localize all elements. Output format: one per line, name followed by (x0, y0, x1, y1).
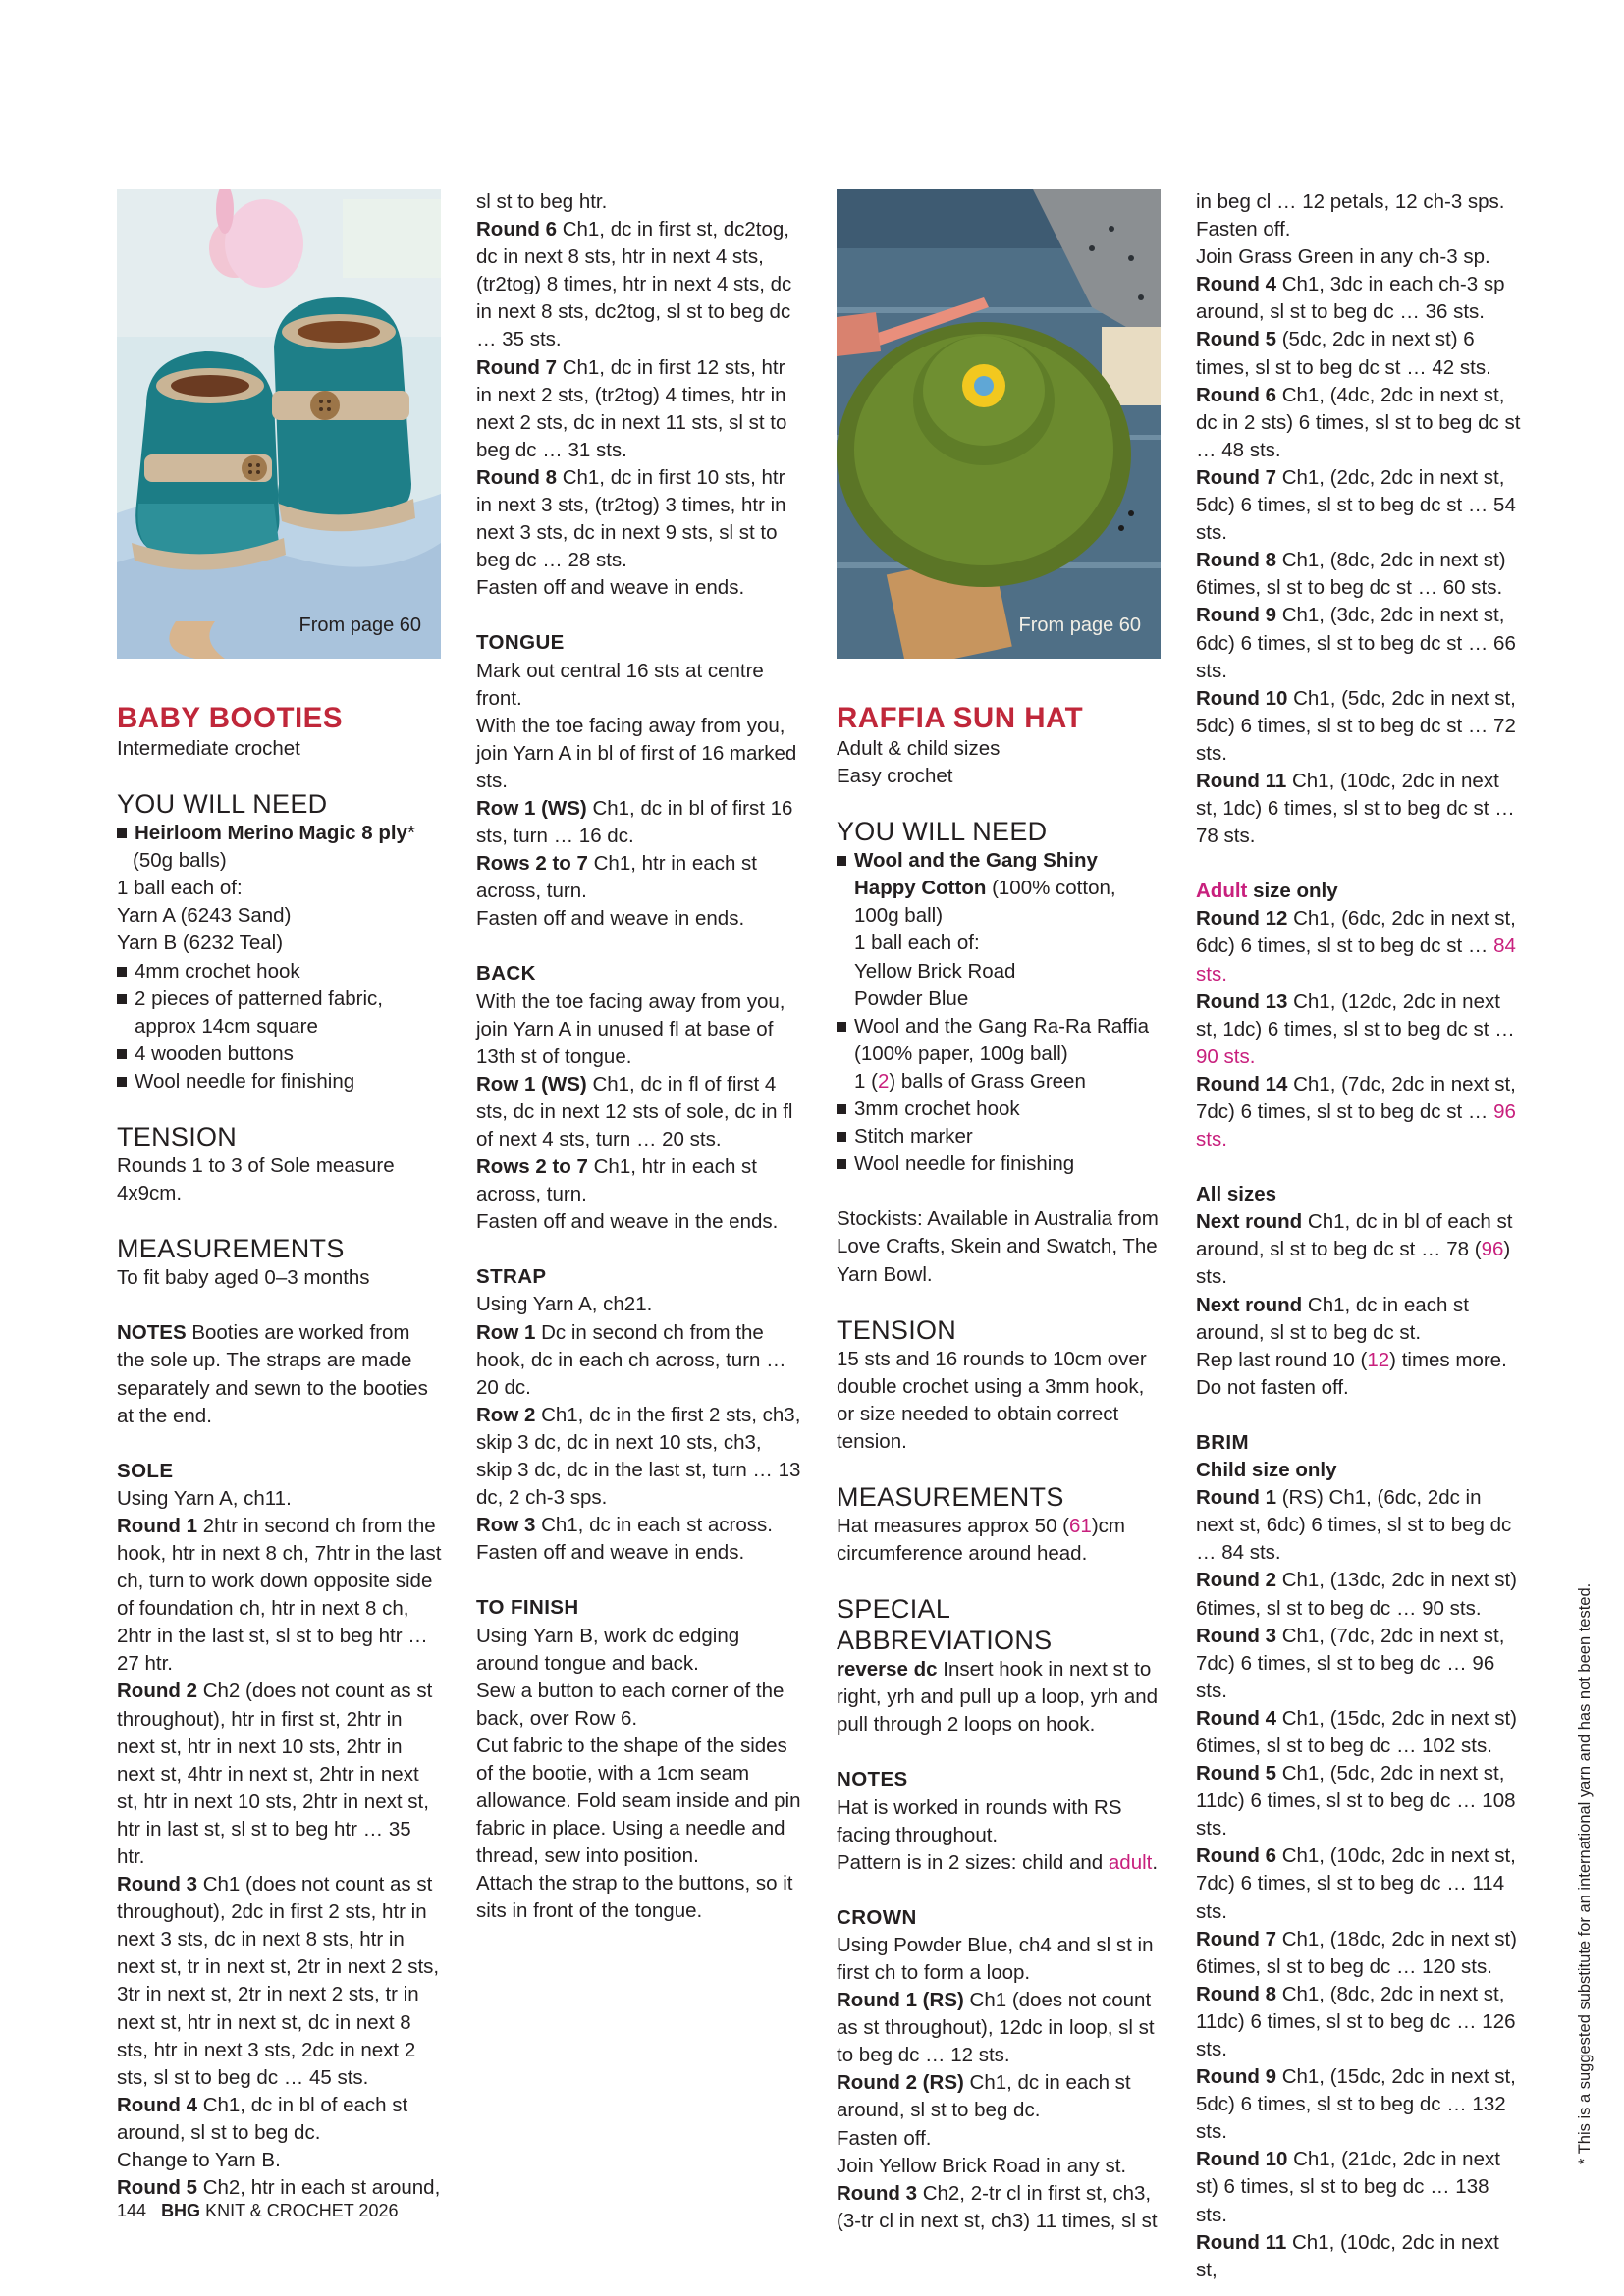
instruction: Fasten off and weave in ends. (476, 1541, 745, 1565)
round-label: Round 4 (117, 2093, 197, 2116)
raffia-hat-image (837, 189, 1161, 659)
round-text: Ch1, (8dc, 2dc in next st, 11dc) 6 times, sl st to beg dc … 126 sts. (1196, 1982, 1516, 2060)
instruction: Fasten off and weave in ends. (476, 576, 745, 600)
round-label: Round 3 (1196, 1624, 1276, 1647)
round-text: Ch1, dc in bl of each st around, sl st to beg dc. (117, 2093, 408, 2144)
row-text: Ch1, htr in each st across, turn. (476, 1155, 757, 1206)
round-label: Round 8 (1196, 549, 1276, 572)
booties-column-1 (117, 189, 443, 2202)
round-label: Round 5 (1196, 1762, 1276, 1786)
brand: BHG (161, 2201, 201, 2220)
instruction: Using Yarn B, work dc edging around tongue and back. (476, 1624, 740, 1675)
notes-part: Pattern is in 2 sizes: child and (837, 1850, 1109, 1874)
round-text: Ch2, 2-tr cl in first st, ch3, (3-tr cl in next st, ch3) 11 times, sl st (837, 2181, 1158, 2232)
round-text: (5dc, 2dc in next st) 6 times, sl st to beg dc st … 42 sts. (1196, 328, 1491, 379)
adult-label: Adult (1196, 880, 1248, 903)
round-label: Round 4 (1196, 273, 1276, 296)
instruction (1196, 1484, 1522, 1567)
instruction (1196, 1208, 1522, 1291)
yarn-detail: (100% cotton, 100g ball) (854, 877, 1116, 928)
materials-list (117, 820, 443, 847)
round-label: Round 7 (1196, 1927, 1276, 1950)
instruction (1196, 1347, 1522, 1374)
instruction (1196, 1926, 1522, 1981)
round-label: Round 11 (1196, 769, 1287, 792)
round-label: Round 5 (1196, 328, 1276, 351)
round-text: Ch1, (5dc, 2dc in next st, 5dc) 6 times, sl st to beg dc st … 72 sts. (1196, 686, 1516, 765)
round-label: Next round (1196, 1293, 1303, 1316)
list-item: Wool needle for finishing (117, 1068, 443, 1095)
list-item: 4 wooden buttons (117, 1041, 443, 1068)
yarn-name: Wool and the Gang Shiny Happy Cotton (854, 849, 1098, 900)
page-number: 144 (117, 2201, 147, 2220)
materials-list (837, 847, 1163, 930)
row-label: Row 1 (WS) (476, 1072, 587, 1095)
instruction (117, 1871, 443, 2092)
round-text: Ch1, (13dc, 2dc in next st) 6times, sl st to beg dc … 90 sts. (1196, 1569, 1517, 1620)
ball-line: 1 ball each of: (117, 877, 243, 900)
size-heading (1196, 1181, 1522, 1208)
list-item: Stitch marker (837, 1123, 1163, 1150)
measurements-text: To fit baby aged 0–3 months (117, 1266, 370, 1290)
instruction (1196, 1623, 1522, 1705)
qty-text: 1 ( (854, 1069, 878, 1093)
size-heading (1196, 878, 1522, 905)
yarn-colour: Yellow Brick Road (854, 959, 1016, 983)
sub-heading: TONGUE (476, 631, 565, 655)
round-text: Ch1, (4dc, 2dc in next st, dc in 2 sts) 6 times, sl st to beg dc st … 48 sts. (1196, 383, 1521, 461)
round-text: Ch1, 3dc in each ch-3 sp around, sl st to beg dc … 36 sts. (1196, 273, 1505, 324)
section-heading: MEASUREMENTS (117, 1234, 345, 1264)
row-label: Rows 2 to 7 (476, 1155, 588, 1179)
yarn-colour: Powder Blue (854, 987, 969, 1010)
instruction: Fasten off. (1196, 218, 1291, 241)
row-text: Ch1, dc in each st across. (535, 1514, 773, 1537)
instruction: Change to Yarn B. (117, 2149, 281, 2172)
round-text: Ch1, dc in first 12 sts, htr in next 2 sts, (tr2tog) 4 times, htr in next 2 sts, dc in next 11 sts, sl st to beg dc … 31 sts. (476, 355, 787, 461)
notes-text: Booties are worked from the sole up. The straps are made separately and sewn to the booties at the end. (117, 1321, 428, 1427)
instruction (476, 464, 802, 574)
round-label: Next round (1196, 1210, 1303, 1234)
instruction: Fasten off and weave in ends. (476, 907, 745, 931)
section-heading: TENSION (837, 1314, 957, 1345)
round-text: Ch1, (15dc, 2dc in next st) 6times, sl st to beg dc … 102 sts. (1196, 1706, 1517, 1757)
sub-heading: STRAP (476, 1265, 547, 1289)
round-text: Ch1, dc in each st around, sl st to beg dc. (837, 2071, 1131, 2122)
notes-part: . (1152, 1850, 1159, 1874)
round-text: Ch1, dc in first st, dc2tog, dc in next 8 sts, htr in next 4 sts, (tr2tog) 8 times, htr in next 4 sts, dc in next 8 sts, dc2tog, sl st to beg dc … 35 sts. (476, 218, 792, 351)
round-label: Round 6 (476, 218, 557, 241)
yarn-a: Yarn A (6243 Sand) (117, 904, 292, 928)
instruction (1196, 1760, 1522, 1842)
instruction (1196, 382, 1522, 464)
materials-list (837, 1013, 1163, 1068)
round-text: Ch1, (3dc, 2dc in next st, 6dc) 6 times, sl st to beg dc st … 66 sts. (1196, 604, 1516, 682)
raffia-hat-photo (837, 189, 1161, 659)
yarn-b: Yarn B (6232 Teal) (117, 932, 284, 955)
sub-heading: CROWN (837, 1905, 917, 1929)
instruction: Do not fasten off. (1196, 1375, 1349, 1399)
round-text: Ch2 (does not count as st throughout), htr in first st, 2htr in next st, htr in next 10 sts, 2htr in next st, 4htr in next st, 2htr in next st, htr in next 10 sts, 2htr in next st, htr in last st, sl st to beg htr … 35 htr. (117, 1680, 433, 1868)
pattern-title: RAFFIA SUN HAT (837, 702, 1084, 734)
notes-text (837, 1849, 1163, 1877)
round-label: Round 8 (1196, 1982, 1276, 2005)
instruction (1196, 547, 1522, 602)
instruction: sl st to beg htr. (476, 190, 608, 213)
list-item: Wool and the Gang Ra-Ra Raffia (100% paper, 100g ball) (837, 1013, 1163, 1068)
baby-booties-photo (117, 189, 441, 659)
section-heading: YOU WILL NEED (117, 789, 328, 820)
instruction (1196, 2146, 1522, 2228)
instruction: With the toe facing away from you, join Yarn A in unused fl at base of 13th st of tongue. (476, 989, 785, 1068)
round-label: Round 4 (1196, 1706, 1276, 1730)
skill-level: Intermediate crochet (117, 737, 300, 760)
row-text: Dc in second ch from the hook, dc in each ch across, turn … 20 dc. (476, 1320, 786, 1399)
instruction (1196, 768, 1522, 850)
list-item (117, 820, 443, 847)
round-text: Ch1, (18dc, 2dc in next st) 6times, sl st to beg dc … 120 sts. (1196, 1927, 1517, 1978)
round-label: Round 6 (1196, 383, 1276, 406)
instruction (1196, 2063, 1522, 2146)
instruction (1196, 905, 1522, 988)
row-label: Row 1 (WS) (476, 796, 587, 820)
round-text: Ch1, dc in bl of each st around, sl st to beg dc st … 78 ( (1196, 1210, 1513, 1261)
round-text: Ch1, (10dc, 2dc in next st, (1196, 2230, 1499, 2281)
sizes: Adult & child sizes (837, 737, 1001, 760)
round-text: Ch1, (15dc, 2dc in next st, 5dc) 6 times, sl st to beg dc … 132 sts. (1196, 2065, 1516, 2144)
round-label: Round 13 (1196, 989, 1288, 1013)
round-text: Ch1, dc in first 10 sts, htr in next 3 sts, (tr2tog) 3 times, htr in next 3 sts, dc in next 9 sts, sl st to beg dc … 28 sts. (476, 465, 786, 572)
section-heading: MEASUREMENTS (837, 1481, 1064, 1512)
round-text: Ch1, (2dc, 2dc in next st, 5dc) 6 times, sl st to beg dc st … 54 sts. (1196, 465, 1516, 545)
round-label: Round 12 (1196, 907, 1288, 931)
instruction (476, 795, 802, 850)
round-label: Round 2 (1196, 1569, 1276, 1592)
photo-caption: From page 60 (298, 614, 421, 636)
yarn-each: 1 ball each of: (854, 932, 980, 955)
all-sizes-label: All sizes (1196, 1183, 1277, 1206)
row-text: Ch1, dc in fl of first 4 sts, dc in next 12 sts of sole, dc in fl of next 4 sts, turn … 20 sts. (476, 1072, 793, 1150)
asterisk: * (406, 822, 415, 845)
instruction (837, 2180, 1163, 2235)
row-label: Row 3 (476, 1514, 536, 1537)
instruction (1196, 2229, 1522, 2284)
round-label: Round 1 (117, 1514, 197, 1537)
instruction (1196, 326, 1522, 381)
booties-column-2 (476, 188, 802, 1926)
instruction (1196, 1705, 1522, 1760)
instruction (117, 1513, 443, 1679)
row-label: Row 2 (476, 1403, 536, 1426)
adult-size-value: 2 (877, 1069, 890, 1093)
round-text: Ch1, (12dc, 2dc in next st, 1dc) 6 times, sl st to beg dc st … (1196, 989, 1515, 1041)
round-text: Ch1, (5dc, 2dc in next st, 11dc) 6 times, sl st to beg dc … 108 sts. (1196, 1762, 1516, 1841)
round-text: Ch1, (10dc, 2dc in next st, 1dc) 6 times, sl st to beg dc st … 78 sts. (1196, 769, 1515, 848)
sub-heading: TO FINISH (476, 1596, 579, 1620)
round-text: 2htr in second ch from the hook, htr in next 8 ch, 7htr in the last ch, turn to work down opposite side of foundation ch, htr in next 8 ch, 2htr in the last st, sl st to beg htr … 27 htr. (117, 1514, 442, 1676)
measurements-text (837, 1513, 1163, 1568)
adult-count: 96 sts. (1196, 1100, 1516, 1151)
abbrev-text: Insert hook in next st to right, yrh and pull up a loop, yrh and pull through 2 loops on hook. (837, 1658, 1159, 1736)
instruction (476, 1071, 802, 1153)
round-label: Round 8 (476, 465, 557, 489)
list-item (837, 847, 1163, 930)
page-footer (117, 2201, 398, 2221)
hat-column-1 (837, 189, 1163, 2235)
adult-size-value: 12 (1367, 1348, 1390, 1371)
yarn-weight: (50g balls) (133, 849, 227, 873)
round-text: Ch1, dc in each st around, sl st to beg dc st. (1196, 1293, 1469, 1344)
round-label: Round 9 (1196, 604, 1276, 627)
pattern-title: BABY BOOTIES (117, 702, 344, 734)
round-text: Ch1, (8dc, 2dc in next st) 6times, sl st to beg dc st … 60 sts. (1196, 549, 1506, 600)
instruction (476, 1153, 802, 1208)
round-label: Round 1 (1196, 1486, 1276, 1510)
skill-level: Easy crochet (837, 765, 953, 788)
instruction: Attach the strap to the buttons, so it sits in front of the tongue. (476, 1872, 793, 1923)
round-label: Round 9 (1196, 2065, 1276, 2089)
abbreviation (837, 1656, 1163, 1738)
materials-list (837, 1095, 1163, 1178)
sub-heading: BACK (476, 962, 536, 986)
round-text: Ch2, htr in each st around, (197, 2176, 441, 2200)
measure-text: Hat measures approx 50 ( (837, 1514, 1070, 1537)
stockists: Stockists: Available in Australia from Love Crafts, Skein and Swatch, The Yarn Bowl. (837, 1207, 1159, 1286)
row-label: Rows 2 to 7 (476, 852, 588, 876)
round-text: Ch1, (7dc, 2dc in next st, 7dc) 6 times, sl st to beg dc … 96 sts. (1196, 1624, 1505, 1702)
instruction: in beg cl … 12 petals, 12 ch-3 sps. (1196, 190, 1505, 213)
round-text: ) sts. (1196, 1238, 1511, 1289)
list-item: 3mm crochet hook (837, 1095, 1163, 1123)
repeat-text: Rep last round 10 ( (1196, 1348, 1368, 1371)
round-label: Round 6 (1196, 1844, 1276, 1868)
row-text: Ch1, dc in the first 2 sts, ch3, skip 3 dc, dc in next 10 sts, ch3, skip 3 dc, dc in the last st, turn … 13 dc, 2 ch-3 sps. (476, 1403, 801, 1510)
notes-label: NOTES (117, 1321, 187, 1345)
section-heading: TENSION (117, 1122, 238, 1152)
round-label: Round 5 (117, 2176, 197, 2200)
size-only-label: size only (1247, 880, 1338, 903)
instruction (1196, 685, 1522, 768)
round-label: Round 7 (1196, 465, 1276, 489)
instruction: Fasten off. (837, 2126, 932, 2150)
instruction (1196, 1071, 1522, 1153)
round-label: Round 1 (RS) (837, 1989, 964, 2012)
instruction (476, 1512, 802, 1539)
size-heading (1196, 1457, 1522, 1484)
instruction (476, 850, 802, 905)
list-item: Wool needle for finishing (837, 1150, 1163, 1178)
row-text: Ch1, dc in bl of first 16 sts, turn … 16 dc. (476, 796, 793, 848)
instruction (1196, 988, 1522, 1071)
instruction (476, 1319, 802, 1402)
instruction: Sew a button to each corner of the back, over Row 6. (476, 1679, 785, 1730)
sub-heading: BRIM (1196, 1430, 1249, 1454)
yarn-name: Heirloom Merino Magic 8 ply (135, 822, 407, 845)
instruction (1196, 1842, 1522, 1925)
instruction (117, 2092, 443, 2147)
round-label: Round 14 (1196, 1072, 1288, 1095)
notes (117, 1319, 443, 1429)
materials-list (117, 958, 443, 1095)
instruction: Cut fabric to the shape of the sides of the bootie, with a 1cm seam allowance. Fold seam inside and pin fabric in place. Using a needle and thread, sew into position. (476, 1734, 801, 1868)
yarn-quantity (837, 1068, 1163, 1095)
photo-caption: From page 60 (1018, 614, 1141, 636)
instruction (117, 2174, 443, 2202)
list-item: 4mm crochet hook (117, 958, 443, 986)
adult-size-value: 96 (1481, 1238, 1504, 1261)
instruction: Join Yellow Brick Road in any st. (837, 2154, 1127, 2177)
sub-heading: SOLE (117, 1459, 174, 1482)
instruction: With the toe facing away from you, join Yarn A in bl of first of 16 marked sts. (476, 714, 797, 792)
round-text: (RS) Ch1, (6dc, 2dc in next st, 6dc) 6 times, sl st to beg dc … 84 sts. (1196, 1486, 1512, 1565)
instruction (1196, 1292, 1522, 1347)
instruction: Fasten off and weave in the ends. (476, 1210, 779, 1234)
instruction (117, 1678, 443, 1871)
instruction (1196, 464, 1522, 547)
instruction (1196, 602, 1522, 684)
round-label: Round 11 (1196, 2230, 1287, 2254)
round-label: Round 10 (1196, 2148, 1288, 2171)
round-label: Round 2 (RS) (837, 2071, 964, 2095)
notes-text: Hat is worked in rounds with RS facing throughout. (837, 1795, 1122, 1846)
baby-booties-image (117, 189, 441, 659)
instruction (837, 1987, 1163, 2069)
round-text: Ch1 (does not count as st throughout), 12dc in loop, sl st to beg dc … 12 sts. (837, 1989, 1155, 2067)
instruction (1196, 271, 1522, 326)
instruction (476, 354, 802, 464)
adult-count: 90 sts. (1196, 1044, 1256, 1068)
substitute-yarn-note: * This is a suggested substitute for an international yarn and has not been tested. (1576, 1582, 1594, 2164)
repeat-text: ) times more. (1389, 1348, 1507, 1371)
round-label: Round 2 (117, 1680, 197, 1703)
round-label: Round 3 (117, 1873, 197, 1896)
section-heading: YOU WILL NEED (837, 817, 1048, 847)
round-label: Round 3 (837, 2181, 917, 2205)
instruction (476, 216, 802, 353)
tension-text: Rounds 1 to 3 of Sole measure 4x9cm. (117, 1154, 395, 1205)
round-text: Ch1 (does not count as st throughout), 2dc in first 2 sts, htr in next 3 sts, dc in next 8 sts, htr in next st, tr in next st, 2tr in next 2 sts, 3tr in next st, 2tr in next 2 sts, tr in next st, htr in next st, dc in next 8 sts, htr in next 3 sts, 2dc in next 2 sts, sl st to beg dc … 45 sts. (117, 1873, 440, 2089)
round-text: Ch1, (21dc, 2dc in next st) 6 times, sl st to beg dc … 138 sts. (1196, 2148, 1500, 2226)
abbrev-label: reverse dc (837, 1658, 938, 1682)
instruction: Using Powder Blue, ch4 and sl st in first ch to form a loop. (837, 1933, 1154, 1984)
instruction (1196, 1567, 1522, 1622)
instruction: Using Yarn A, ch11. (117, 1486, 292, 1510)
adult-size-value: 61 (1069, 1514, 1092, 1537)
round-label: Round 10 (1196, 686, 1288, 710)
instruction (837, 2069, 1163, 2124)
instruction: Join Grass Green in any ch-3 sp. (1196, 245, 1490, 269)
round-text: Ch1, (6dc, 2dc in next st, 6dc) 6 times, sl st to beg dc st … (1196, 907, 1516, 958)
instruction (476, 1402, 802, 1512)
child-size-label: Child size only (1196, 1459, 1337, 1482)
tension-text: 15 sts and 16 rounds to 10cm over double crochet using a 3mm hook, or size needed to obtain correct tension. (837, 1347, 1147, 1453)
adult-highlight: adult (1108, 1850, 1153, 1874)
measure-text: )cm circumference around head. (837, 1514, 1125, 1566)
adult-count: 84 sts. (1196, 934, 1516, 986)
publication-title: KNIT & CROCHET 2026 (205, 2201, 399, 2220)
round-text: Ch1, (7dc, 2dc in next st, 7dc) 6 times, sl st to beg dc st … (1196, 1072, 1516, 1123)
section-heading: SPECIAL ABBREVIATIONS (837, 1594, 1053, 1656)
instruction: Mark out central 16 sts at centre front. (476, 659, 764, 710)
instruction (1196, 1981, 1522, 2063)
qty-text: ) balls of Grass Green (889, 1069, 1086, 1093)
list-item: 2 pieces of patterned fabric, approx 14cm square (117, 986, 443, 1041)
row-label: Row 1 (476, 1320, 536, 1344)
row-text: Ch1, htr in each st across, turn. (476, 852, 757, 903)
sub-heading: NOTES (837, 1768, 908, 1791)
instruction: Using Yarn A, ch21. (476, 1293, 653, 1316)
hat-column-2 (1196, 188, 1522, 2284)
round-label: Round 7 (476, 355, 557, 379)
round-text: Ch1, (10dc, 2dc in next st, 7dc) 6 times, sl st to beg dc … 114 sts. (1196, 1844, 1516, 1923)
